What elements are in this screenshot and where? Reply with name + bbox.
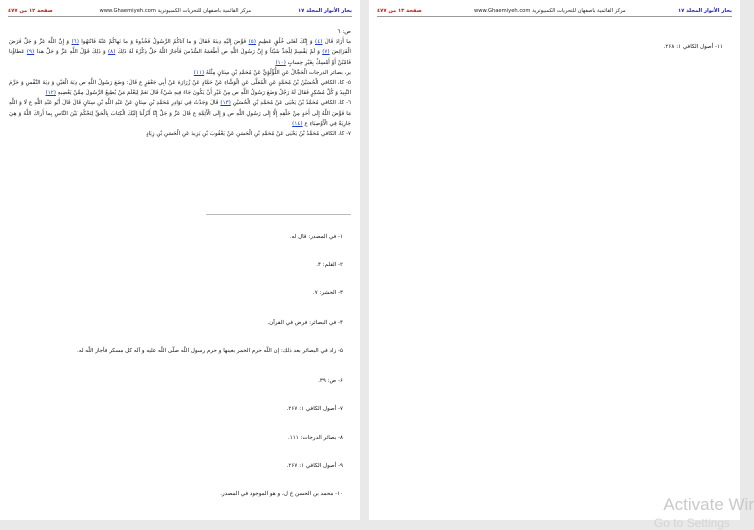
main-text [9,27,351,139]
text-run: ٧- كا، الكافي مُحَمَّدُ بْنُ يَحْيَى عَنْ مُحَمَّدِ بْنِ الْحَسَنِ عَنْ يَعْقُوبَ بْنِ يَزِيدَ عَنِ الْحَسَنِ بْنِ زِيَادٍ [146,131,351,138]
footnote-item: ١٠- محمد بن الحسن خ ل، و هو الموجود في المصدر. [220,491,343,497]
organization-name: مركز القائمية باصفهان للتحريات الكمبيوترية [157,8,252,14]
footnote-ref-link[interactable]: (٦) [71,39,79,46]
footnote-item: ٢- القلم: ۴. [316,262,343,268]
text-run: ير، بصائر الدرجات الْحَجَّالُ عَنِ اللُّؤْلُؤِيِّ عَنْ مُحَمَّدِ بْنِ سِنَانٍ مِثْلَهُ [204,69,351,76]
footnote-item: ١- في المصدر: قال له. [289,234,343,240]
windows-activation-watermark: Activate Wir [663,495,754,514]
text-run: قَالَ وَجَدْتُ فِي نَوَادِرِ مُحَمَّدِ بْنِ سِنَانٍ عَنْ عَبْدِ اللَّهِ بْنِ سِنَانٍ قَالَ قَالَ أَبُو عَبْدِ اللَّهِ ع لَا وَ اللَّهِ مَا فَوَّضَ اللَّهُ إِلَى أَحَدٍ مِنْ خَلْقِهِ إِلَّا إِلَى رَسُولِ اللَّهِ ص وَ إِلَى الْأَئِمَّةِ ع قَالَ عَزَّ وَ جَلَّ إِنَّا أَنْزَلْنا إِلَيْكَ الْكِتابَ بِالْحَقِّ لِتَحْكُمَ بَيْنَ النَّاسِ بِما أَراكَ اللَّهُ وَ هِيَ جَارِيَةٌ فِي الْأَوْصِيَاءِ ع [9,100,351,127]
footnote-ref-link[interactable]: (٩) [26,49,35,56]
text-paragraph [9,37,351,68]
organization-line [100,8,252,14]
page-number: صفحة ١٣ من ٤٧٧ [377,8,422,14]
text-paragraph [9,27,351,37]
book-title: بحار الأنوار المجلد ١٧ [677,8,732,14]
footnote-ref-link[interactable]: (١٣) [220,100,231,107]
footnote-separator [206,214,351,215]
left-page [0,0,360,520]
footnote-item: ۶- ص: ٣٩. [318,378,343,384]
footnote-ref-link[interactable]: (٤) [315,39,323,46]
text-run: ٥- كا، الكافي الْحُسَيْنُ بْنُ مُحَمَّدٍ عَنِ الْمُعَلَّى عَنِ الْوَشَّاءِ عَنْ حَمَّادٍ عَنْ زُرَارَةَ عَنْ أَبِي جَعْفَرٍ ع قَالَ: وَضَعَ رَسُولُ اللَّهِ ص دِيَةَ الْعَيْنِ وَ دِيَةَ النَّفْسِ وَ حَرَّمَ النَّبِيذَ وَ كُلَّ مُسْكِرٍ فَقَالَ لَهُ رَجُلٌ وَضَعَ رَسُولُ اللَّهِ ص مِنْ غَيْرِ أَنْ يَكُونَ جَاءَ فِيهِ شَيْءٌ قَالَ نَعَمْ لِيَعْلَمَ مَنْ يُطِيعُ الرَّسُولَ مِمَّنْ يَعْصِيهِ [9,80,351,97]
page-header [8,6,352,17]
website-link[interactable]: www.Ghaemiyeh.com [99,8,156,14]
footnote-ref-link[interactable]: (١١) [193,69,205,76]
book-title: بحار الأنوار المجلد ١٧ [297,8,352,14]
footnote-item: ١١- أصول الكافي ١: ٢۶٨. [663,44,723,50]
footnote-item: ٣- الحشر: ٧. [312,290,343,296]
footnote-ref-link[interactable]: (١٠) [275,59,286,66]
footnote-ref-link[interactable]: (١٢) [45,90,56,97]
footnote-item: ٩- أصول الكافي ١: ٢۶٧. [286,463,343,469]
text-run: فَوَّضَ إِلَيْهِ دِينَهُ فَقَالَ وَ ما آتاكُمُ الرَّسُولُ فَخُذُوهُ وَ ما نَهاكُمْ عَنْهُ فَانْتَهُوا [78,39,249,46]
text-run: ما أَرَادَ قَالَ [322,39,352,46]
page-number: صفحة ١٢ من ٤٧٧ [8,8,53,14]
text-run: عَطاؤُنا فَامْنُنْ أَوْ أَمْسِكْ بِغَيْرِ حِسابٍ [9,49,351,66]
footnote-ref-link[interactable]: (١٤) [292,120,303,127]
organization-line [474,8,626,14]
footnote-item: ۴- في البصائر: فرض في القرآن. [267,320,343,326]
text-run: ٦- كا، الكافي مُحَمَّدُ بْنُ يَحْيَى عَنْ مُحَمَّدِ بْنِ الْحُسَيْنِ [230,100,351,107]
text-paragraph [9,129,351,139]
footnote-item: ٨- بصائر الدرجات: ١١١. [287,435,343,441]
windows-activation-hint: Go to Settings [653,516,730,530]
text-run: وَ إِنَّ اللَّهَ عَزَّ وَ جَلَّ فَرَضَ الْفَرَائِضَ [9,39,351,56]
footnote-item: ٧- أصول الكافي ١: ٢۶٧. [286,406,343,412]
footnote-item: ۵- زاد في البصائر بعد ذلك: إن اللّه حرم الخمر بعينها و حرم رسول اللّه صلّى اللّه عليه و آله كل مسكر فأجاز اللّه له. [77,348,343,354]
website-link[interactable]: www.Ghaemiyeh.com [474,8,531,14]
right-page [369,0,754,530]
footnote-ref-link[interactable]: (٨) [107,49,116,56]
organization-name: مركز القائمية باصفهان للتحريات الكمبيوترية [532,8,626,14]
text-paragraph [9,68,351,78]
text-run: ص: ٦ [337,29,351,35]
footnote-ref-link[interactable]: (٥) [248,39,256,46]
text-run: وَ إِنَّكَ لَعَلى خُلُقٍ عَظِيمٍ [255,39,316,46]
text-run: وَ ذَلِكَ قَوْلُ اللَّهِ عَزَّ وَ جَلَّ هذا [34,49,108,56]
text-paragraph [9,98,351,129]
page-header [377,6,732,17]
footnote-ref-link[interactable]: (٧) [322,49,330,56]
text-paragraph [9,78,351,98]
text-run: وَ لَمْ يَقْسِمْ لِلْجَدِّ شَيْئاً وَ إِنَّ رَسُولَ اللَّهِ ص أَطْعَمَهُ السُّدُسَ فَأَجَازَ اللَّهُ جَلَّ ذِكْرُهُ لَهُ ذَلِكَ [115,49,323,56]
